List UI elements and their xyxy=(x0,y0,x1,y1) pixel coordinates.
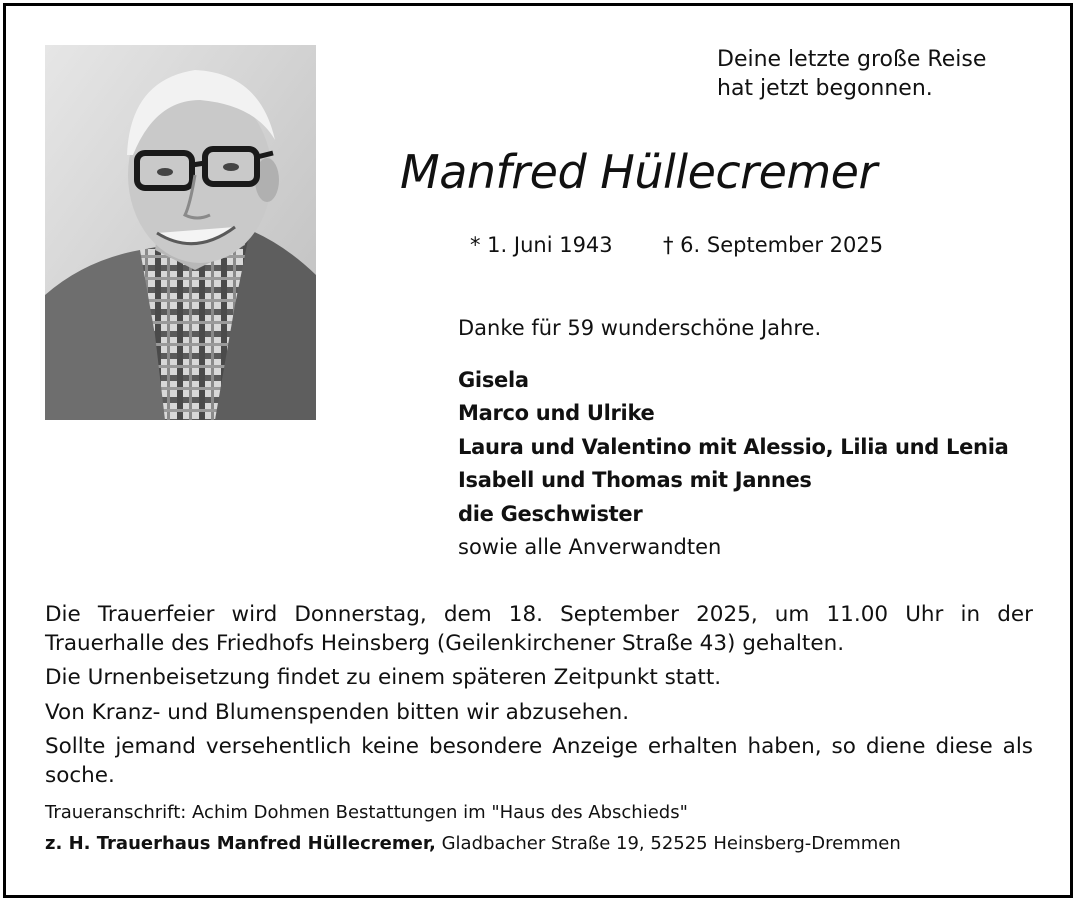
portrait-illustration xyxy=(45,45,316,420)
address-recipient: z. H. Trauerhaus Manfred Hüllecremer, xyxy=(45,833,436,854)
portrait-photo xyxy=(45,45,316,420)
mourner-line: Laura und Valentino mit Alessio, Lilia und Lenia xyxy=(458,434,1009,459)
thanks-line: Danke für 59 wunderschöne Jahre. xyxy=(458,316,822,340)
ceremony-paragraph: Die Trauerfeier wird Donnerstag, dem 18. September 2025, um 11.00 Uhr in der Trauerhalle des Friedhofs Heinsberg (Geilenkirchener Straße 43) gehalten. xyxy=(45,602,1033,656)
farewell-quote xyxy=(717,45,986,103)
address-line-2 xyxy=(45,828,901,859)
mourner-line: Isabell und Thomas mit Jannes xyxy=(458,468,812,493)
birth-date: * 1. Juni 1943 xyxy=(470,233,613,257)
mourner-line: die Geschwister xyxy=(458,501,643,526)
mourner-line: Marco und Ulrike xyxy=(458,401,655,426)
burial-paragraph: Die Urnenbeisetzung findet zu einem späteren Zeitpunkt statt. xyxy=(45,665,722,690)
notice-paragraph: Sollte jemand versehentlich keine besondere Anzeige erhalten haben, so diene diese als soche. xyxy=(45,734,1033,788)
mourners-closing: sowie alle Anverwandten xyxy=(458,535,722,560)
death-date: † 6. September 2025 xyxy=(663,233,884,257)
mourner-line: Gisela xyxy=(458,368,529,392)
flowers-paragraph: Von Kranz- und Blumenspenden bitten wir abzusehen. xyxy=(45,699,630,725)
mourning-address xyxy=(45,797,901,859)
address-line-1: Traueranschrift: Achim Dohmen Bestattungen im "Haus des Abschieds" xyxy=(45,802,688,823)
quote-line-1: Deine letzte große Reise xyxy=(717,47,987,72)
address-street: Gladbacher Straße 19, 52525 Heinsberg-Dremmen xyxy=(435,833,901,854)
quote-line-2: hat jetzt begonnen. xyxy=(717,76,933,101)
mourners-list xyxy=(458,364,1008,564)
deceased-name: Manfred Hüllecremer xyxy=(400,145,877,199)
ceremony-details xyxy=(45,601,1033,796)
